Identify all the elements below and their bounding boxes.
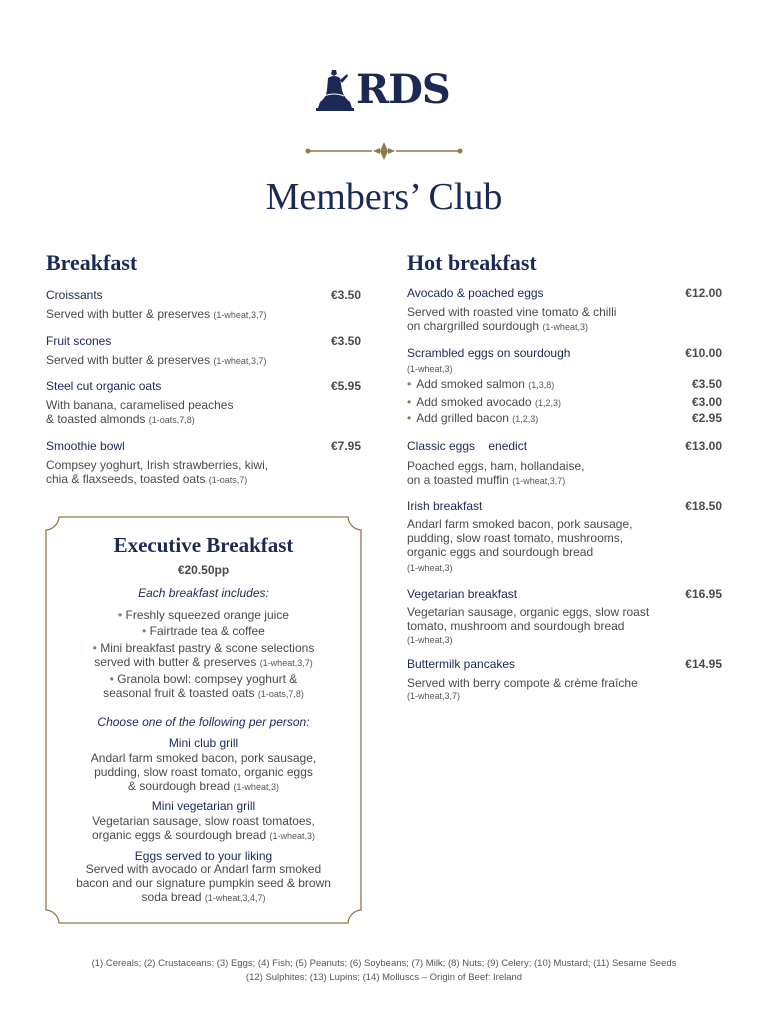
addon-price: €2.95	[691, 411, 722, 425]
option-description: Vegetarian sausage, slow roast tomatoes,	[92, 814, 315, 828]
allergen-codes: (1-wheat,3,7)	[213, 356, 267, 366]
item-description: Served with butter & preserves (1-wheat,3,7)	[46, 353, 267, 367]
item-name: Smoothie bowl	[46, 439, 125, 453]
rds-logo	[314, 66, 454, 114]
item-description: (1-wheat,3)	[407, 563, 453, 573]
item-description: Served with roasted vine tomato & chilli	[407, 305, 617, 319]
hot-breakfast-heading: Hot breakfast	[407, 250, 537, 275]
addon-price: €3.00	[691, 395, 722, 409]
addon-price: €3.50	[691, 377, 722, 391]
item-name: Fruit scones	[46, 334, 112, 348]
item-description: on chargrilled sourdough (1-wheat,3)	[407, 319, 588, 333]
item-description: pudding, slow roast tomato, mushrooms,	[407, 531, 624, 545]
option-name: Mini vegetarian grill	[151, 799, 256, 813]
item-description: organic eggs and sourdough bread	[407, 545, 594, 559]
item-price: €3.50	[330, 334, 361, 348]
item-description: (1-wheat,3)	[407, 364, 453, 374]
item-price: €12.00	[685, 286, 722, 300]
allergen-codes: (1-oats,7)	[208, 475, 248, 485]
include-item: served with butter & preserves (1-wheat,3,7)	[94, 655, 313, 669]
rds-crest-icon	[314, 68, 356, 112]
menu-item-scrambled-eggs	[407, 346, 722, 426]
option-description: soda bread (1-wheat,3,4,7)	[141, 890, 266, 904]
item-price: €7.95	[330, 439, 361, 453]
addon-item: • Add smoked avocado (1,2,3)	[407, 395, 561, 409]
option-description: pudding, slow roast tomato, organic eggs	[94, 765, 313, 779]
item-name: Buttermilk pancakes	[407, 657, 516, 671]
item-name: Vegetarian breakfast	[407, 587, 518, 601]
option-description: Served with avocado or Andarl farm smoked	[85, 862, 322, 876]
item-description: (1-wheat,3,7)	[407, 691, 461, 701]
allergen-codes: (1-wheat,3,7)	[213, 310, 267, 320]
item-description: Served with butter & preserves (1-wheat,3,7)	[46, 307, 267, 321]
item-name: Irish breakfast	[407, 499, 483, 513]
breakfast-heading: Breakfast	[46, 250, 138, 275]
item-description: Compsey yoghurt, Irish strawberries, kiwi,	[46, 458, 269, 472]
option-description: organic eggs & sourdough bread (1-wheat,3)	[92, 828, 315, 842]
include-item: • Fairtrade tea & coffee	[142, 624, 265, 638]
item-description: (1-wheat,3)	[407, 635, 453, 645]
item-name: Croissants	[46, 288, 103, 302]
item-description: Vegetarian sausage, organic eggs, slow roast	[407, 605, 650, 619]
item-price: €3.50	[330, 288, 361, 302]
item-description: chia & flaxseeds, toasted oats (1-oats,7)	[46, 472, 248, 486]
option-description: & sourdough bread (1-wheat,3)	[128, 779, 279, 793]
item-description: & toasted almonds (1-oats,7,8)	[46, 412, 195, 426]
option-name: Mini club grill	[168, 736, 239, 750]
include-item: • Granola bowl: compsey yoghurt &	[109, 672, 298, 686]
allergen-codes: (1-oats,7,8)	[148, 415, 195, 425]
item-name: Avocado & poached eggs	[407, 286, 544, 300]
option-description: bacon and our signature pumpkin seed & brown	[76, 876, 331, 890]
option-description: Andarl farm smoked bacon, pork sausage,	[90, 751, 317, 765]
include-item: • Mini breakfast pastry & scone selections	[92, 641, 315, 655]
executive-title: Executive Breakfast	[113, 533, 294, 557]
item-name: Scrambled eggs on sourdough	[407, 346, 571, 360]
item-price: €18.50	[685, 499, 722, 513]
item-description: With banana, caramelised peaches	[46, 398, 234, 412]
include-item: seasonal fruit & toasted oats (1-oats,7,8)	[103, 686, 304, 700]
addon-item: • Add smoked salmon (1,3,8)	[407, 377, 555, 391]
addon-item: • Add grilled bacon (1,2,3)	[407, 411, 539, 425]
item-description: Andarl farm smoked bacon, pork sausage,	[407, 517, 633, 531]
executive-price: €20.50pp	[177, 563, 230, 577]
option-name: Eggs served to your liking	[134, 849, 273, 863]
item-price: €5.95	[330, 379, 361, 393]
page-title: Members’ Club	[265, 176, 503, 218]
item-name: Steel cut organic oats	[46, 379, 162, 393]
item-description: Poached eggs, ham, hollandaise,	[407, 459, 585, 473]
item-price: €14.95	[685, 657, 722, 671]
allergen-legend-line: (1) Cereals; (2) Crustaceans; (3) Eggs; (4) Fish; (5) Peanuts; (6) Soybeans; (7) Milk; (8) Nuts; (9) Celery; (10) Mustard; (11) Sesame Seeds	[91, 958, 677, 969]
item-price: €10.00	[685, 346, 722, 360]
item-description: tomato, mushroom and sourdough bread	[407, 619, 625, 633]
choose-label: Choose one of the following per person:	[97, 715, 310, 729]
include-item: • Freshly squeezed orange juice	[118, 608, 289, 622]
includes-label: Each breakfast includes:	[138, 586, 269, 600]
item-description: Served with berry compote & crème fraîche	[407, 676, 638, 690]
item-price: €13.00	[685, 439, 722, 453]
item-description: on a toasted muffin (1-wheat,3,7)	[407, 473, 566, 487]
item-price: €16.95	[685, 587, 722, 601]
item-name: Classic eggs enedict	[407, 439, 528, 453]
brand-wordmark: RDS	[356, 66, 450, 113]
ornament-divider-icon	[304, 141, 464, 161]
allergen-legend-line: (12) Sulphites; (13) Lupins; (14) Molluscs – Origin of Beef: Ireland	[245, 972, 523, 983]
allergen-legend	[0, 957, 768, 985]
